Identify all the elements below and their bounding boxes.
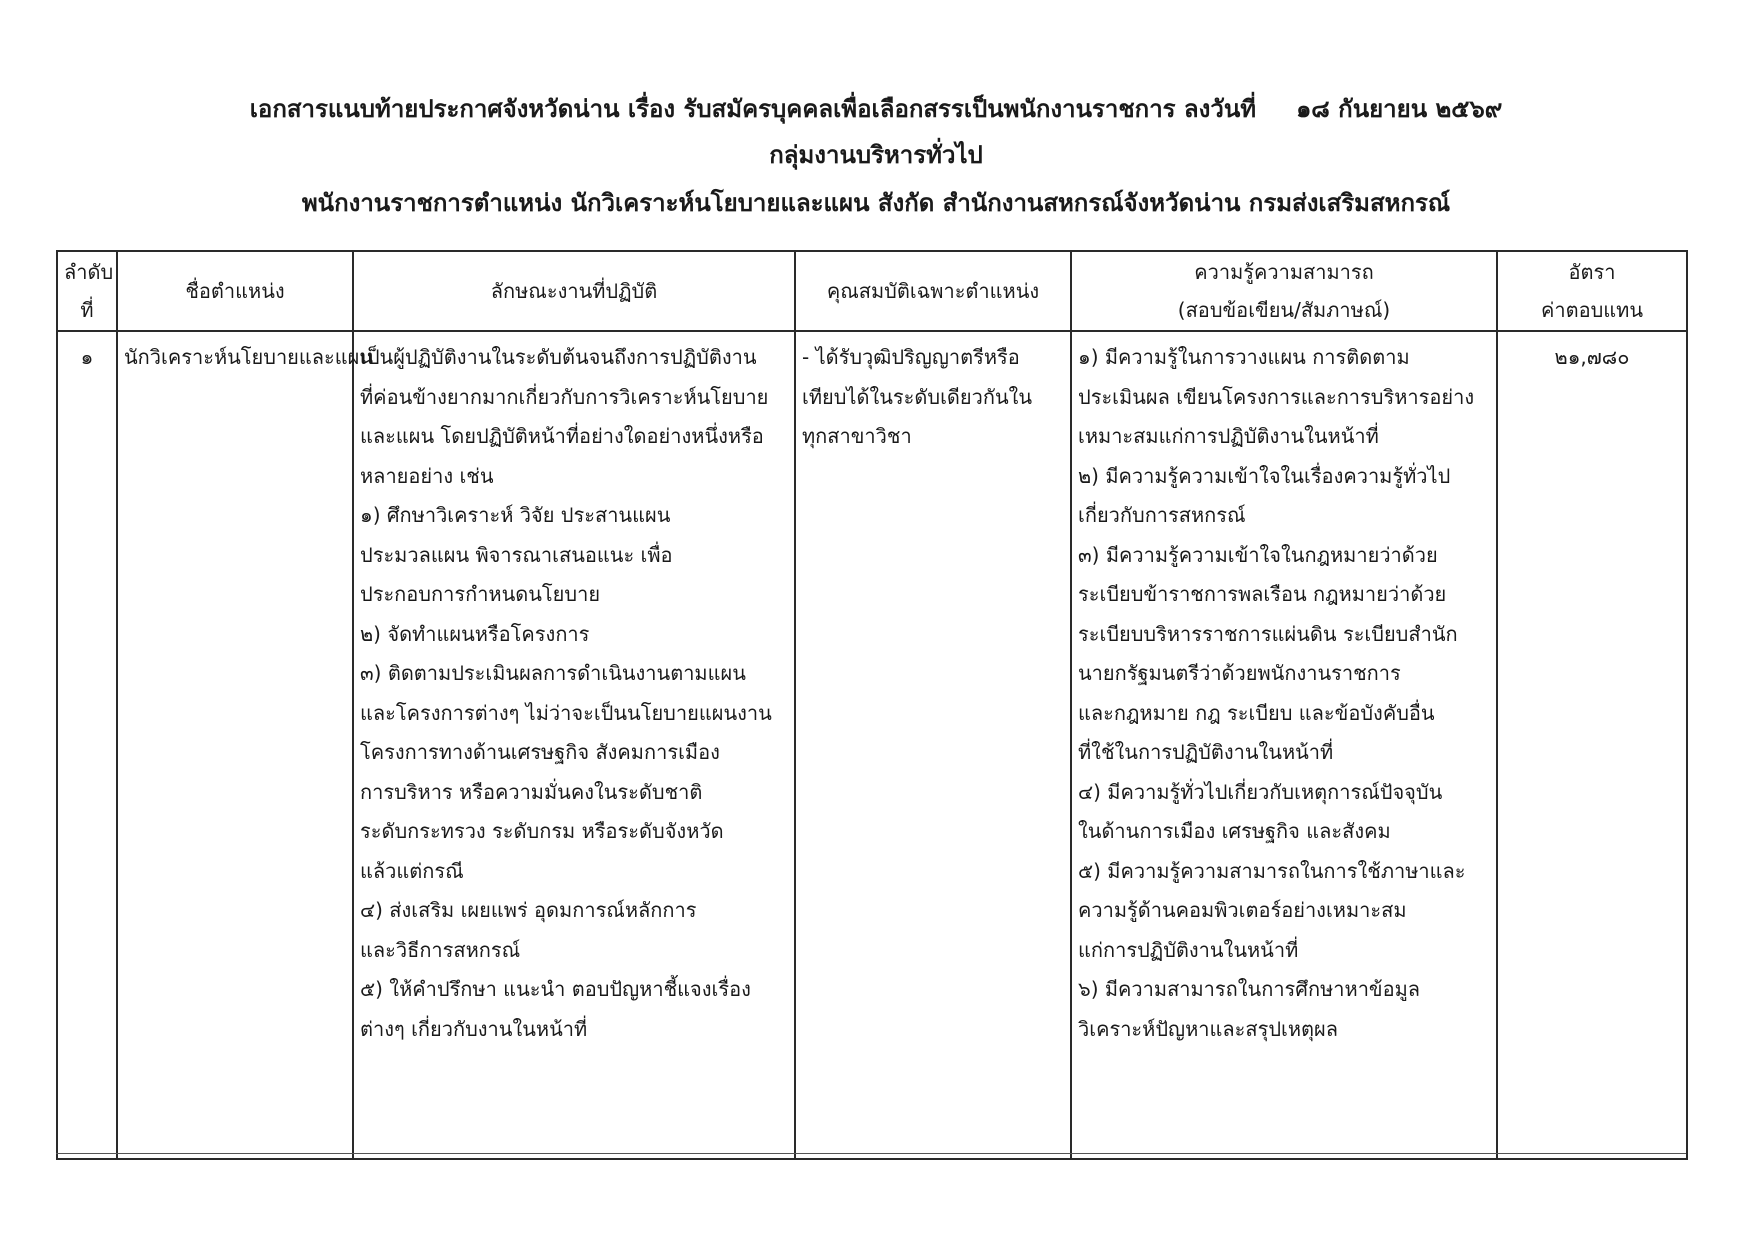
duty-line: เป็นผู้ปฏิบัติงานในระดับต้นจนถึงการปฏิบัติงาน	[360, 345, 757, 369]
cell-qualifications	[795, 331, 1071, 1159]
knowledge-line: และกฎหมาย กฎ ระเบียบ และข้อบังคับอื่น	[1078, 700, 1435, 725]
duty-line: ๔) ส่งเสริม เผยแพร่ อุดมการณ์หลักการ	[360, 898, 697, 922]
knowledge-line: ประเมินผล เขียนโครงการและการบริหารอย่าง	[1078, 384, 1475, 409]
col-header-knowledge: ความรู้ความสามารถ (สอบข้อเขียน/สัมภาษณ์)	[1071, 251, 1497, 331]
work-group-heading: กลุ่มงานบริหารทั่วไป	[769, 141, 983, 169]
cell-knowledge	[1071, 331, 1497, 1159]
position-table	[56, 250, 1688, 1160]
duty-line: หลายอย่าง เช่น	[360, 463, 494, 488]
col-header-duties: ลักษณะงานที่ปฏิบัติ	[353, 251, 795, 331]
table-bottom-rule	[56, 1153, 1686, 1154]
duty-line: ๑) ศึกษาวิเคราะห์ วิจัย ประสานแผน	[360, 503, 671, 527]
knowledge-line: ๒) มีความรู้ความเข้าใจในเรื่องความรู้ทั่วไป	[1078, 463, 1451, 488]
duty-line: แล้วแต่กรณี	[360, 858, 464, 883]
knowledge-line: วิเคราะห์ปัญหาและสรุปเหตุผล	[1078, 1016, 1339, 1041]
knowledge-line: ๕) มีความรู้ความสามารถในการใช้ภาษาและ	[1078, 858, 1466, 883]
knowledge-line: ในด้านการเมือง เศรษฐกิจ และสังคม	[1078, 819, 1391, 843]
position-heading: พนักงานราชการตำแหน่ง นักวิเคราะห์นโยบายและแผน สังกัด สำนักงานสหกรณ์จังหวัดน่าน กรมส่งเสริมสหกรณ์	[301, 189, 1451, 217]
knowledge-line: แก่การปฏิบัติงานในหน้าที่	[1078, 937, 1299, 962]
cell-no: ๑	[57, 331, 117, 1159]
announcement-title: เอกสารแนบท้ายประกาศจังหวัดน่าน เรื่อง รับสมัครบุคคลเพื่อเลือกสรรเป็นพนักงานราชการ ลงวันที่	[249, 95, 1257, 123]
qualification-line: - ได้รับวุฒิปริญญาตรีหรือ	[802, 345, 1020, 369]
knowledge-line: เหมาะสมแก่การปฏิบัติงานในหน้าที่	[1078, 424, 1379, 448]
duty-line: ที่ค่อนข้างยากมากเกี่ยวกับการวิเคราะห์นโยบาย	[360, 384, 769, 409]
col-header-position: ชื่อตำแหน่ง	[117, 251, 353, 331]
table-header-row	[57, 251, 1687, 331]
announcement-date: ๑๘ กันยายน ๒๕๖๙	[1296, 95, 1503, 123]
cell-position	[117, 331, 374, 1159]
cell-duties	[353, 331, 795, 1159]
knowledge-line: นายกรัฐมนตรีว่าด้วยพนักงานราชการ	[1078, 661, 1401, 685]
knowledge-line: ๓) มีความรู้ความเข้าใจในกฎหมายว่าด้วย	[1078, 542, 1438, 567]
duty-line: ระดับกระทรวง ระดับกรม หรือระดับจังหวัด	[360, 819, 724, 843]
knowledge-line: ๖) มีความสามารถในการศึกษาหาข้อมูล	[1078, 977, 1421, 1001]
duty-line: โครงการทางด้านเศรษฐกิจ สังคมการเมือง	[360, 740, 720, 764]
knowledge-line: เกี่ยวกับการสหกรณ์	[1078, 503, 1246, 527]
knowledge-line: ๑) มีความรู้ในการวางแผน การติดตาม	[1078, 345, 1410, 369]
duty-line: ต่างๆ เกี่ยวกับงานในหน้าที่	[360, 1016, 588, 1041]
duty-line: ประกอบการกำหนดนโยบาย	[360, 582, 601, 606]
col-header-qualifications: คุณสมบัติเฉพาะตำแหน่ง	[795, 251, 1071, 331]
position-name: นักวิเคราะห์นโยบายและแผน	[124, 345, 374, 369]
document-title-line	[0, 92, 1752, 126]
knowledge-line: ระเบียบข้าราชการพลเรือน กฎหมายว่าด้วย	[1078, 582, 1447, 606]
cell-rate: ๒๑,๗๘๐	[1497, 331, 1687, 1159]
knowledge-line: ระเบียบบริหารราชการแผ่นดิน ระเบียบสำนัก	[1078, 621, 1458, 646]
col-header-no: ลำดับ ที่	[57, 251, 117, 331]
duty-line: และวิธีการสหกรณ์	[360, 937, 521, 962]
duty-line: การบริหาร หรือความมั่นคงในระดับชาติ	[360, 779, 703, 804]
knowledge-line: ๔) มีความรู้ทั่วไปเกี่ยวกับเหตุการณ์ปัจจุบัน	[1078, 779, 1443, 804]
knowledge-line: ความรู้ด้านคอมพิวเตอร์อย่างเหมาะสม	[1078, 898, 1407, 922]
duty-line: ๕) ให้คำปรึกษา แนะนำ ตอบปัญหาชี้แจงเรื่อง	[360, 977, 751, 1001]
knowledge-line: ที่ใช้ในการปฏิบัติงานในหน้าที่	[1078, 740, 1334, 764]
duty-line: ๓) ติดตามประเมินผลการดำเนินงานตามแผน	[360, 661, 746, 685]
table-row	[57, 331, 1687, 1159]
duty-line: ประมวลแผน พิจารณาเสนอแนะ เพื่อ	[360, 542, 673, 567]
duty-line: และโครงการต่างๆ ไม่ว่าจะเป็นนโยบายแผนงาน	[360, 700, 772, 725]
col-header-rate: อัตรา ค่าตอบแทน	[1497, 251, 1687, 331]
duty-line: ๒) จัดทำแผนหรือโครงการ	[360, 621, 590, 646]
duty-line: และแผน โดยปฏิบัติหน้าที่อย่างใดอย่างหนึ่งหรือ	[360, 424, 764, 448]
qualification-line: ทุกสาขาวิชา	[802, 424, 912, 448]
qualification-line: เทียบได้ในระดับเดียวกันใน	[802, 384, 1033, 409]
